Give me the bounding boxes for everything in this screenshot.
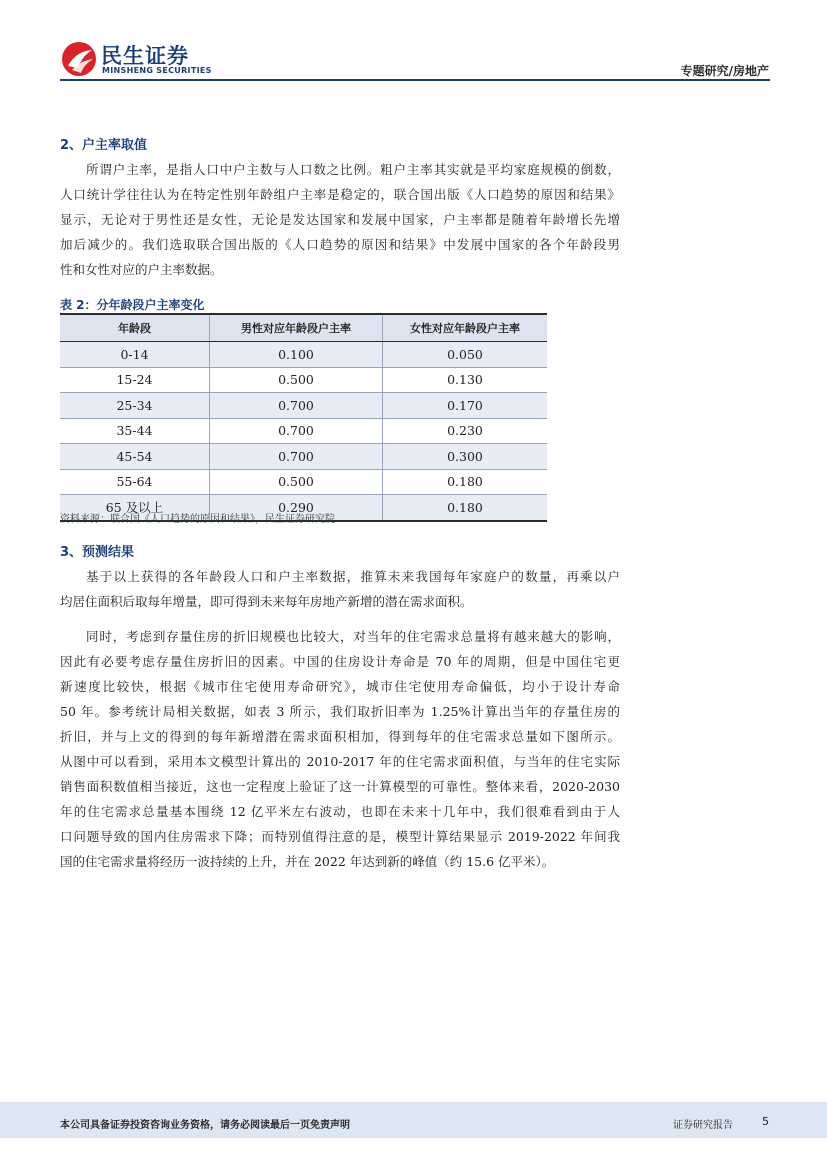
text-line: 新速度比较快，根据《城市住宅使用寿命研究》，城市住宅使用寿命偏低，均小于设计寿命 xyxy=(60,679,620,694)
text-line: 基于以上获得的各年龄段人口和户主率数据，推算未来我国每年家庭户的数量，再乘以户 xyxy=(86,569,620,584)
cell-female-rate: 0.130 xyxy=(383,367,548,393)
text-line: 折旧，并与上文的得到的每年新增潜在需求面积相加，得到每年的住宅需求总量如下图所示。 xyxy=(60,729,620,744)
text-line: 从图中可以看到，采用本文模型计算出的 2010-2017 年的住宅需求面积值，与当年的住宅实际 xyxy=(60,754,620,769)
text-line: 口问题导致的国内住房需求下降；而特别值得注意的是，模型计算结果显示 2019-2022 年间我 xyxy=(60,829,620,844)
brand-name-en: MINSHENG SECURITIES xyxy=(102,66,212,75)
cell-male-rate: 0.700 xyxy=(210,393,383,419)
table-row xyxy=(60,393,547,419)
brand-name-cn: 民生证券 xyxy=(101,44,189,68)
text-line: 年的住宅需求总量基本围绕 12 亿平米左右波动，也即在未来十几年中，我们很难看到由于人 xyxy=(60,804,620,819)
report-category: 专题研究/房地产 xyxy=(680,64,769,78)
table-header-row xyxy=(60,314,547,342)
footer-disclaimer: 本公司具备证券投资咨询业务资格，请务必阅读最后一页免责声明 xyxy=(60,1120,350,1131)
cell-female-rate: 0.180 xyxy=(383,495,548,521)
cell-age: 45-54 xyxy=(60,444,210,470)
table-row xyxy=(60,418,547,444)
table-row xyxy=(60,444,547,470)
section-title-household-rate: 2、户主率取值 xyxy=(60,138,148,153)
text-line: 加后减少的。我们选取联合国出版的《人口趋势的原因和结果》中发展中国家的各个年龄段男 xyxy=(60,237,620,252)
text-line: 性和女性对应的户主率数据。 xyxy=(60,262,223,277)
section3-paragraph-1 xyxy=(60,564,620,614)
table-row xyxy=(60,342,547,368)
text-line: 显示，无论对于男性还是女性，无论是发达国家和发展中国家，户主率都是随着年龄增长先增 xyxy=(60,212,620,227)
section2-paragraph xyxy=(60,157,620,282)
cell-female-rate: 0.230 xyxy=(383,418,548,444)
cell-female-rate: 0.170 xyxy=(383,393,548,419)
column-header-female: 女性对应年龄段户主率 xyxy=(383,314,548,342)
text-line: 销售面积数值相当接近，这也一定程度上验证了这一计算模型的可靠性。整体来看，2020-2030 xyxy=(60,779,620,794)
column-header-age: 年龄段 xyxy=(60,314,210,342)
section-title-forecast: 3、预测结果 xyxy=(60,545,135,560)
cell-age: 35-44 xyxy=(60,418,210,444)
text-line: 均居住面积后取每年增量，即可得到未来每年房地产新增的潜在需求面积。 xyxy=(60,594,473,609)
section3-paragraph-2 xyxy=(60,624,620,874)
footer-report-type: 证券研究报告 xyxy=(673,1120,733,1131)
table-row xyxy=(60,469,547,495)
table-row xyxy=(60,367,547,393)
text-line: 因此有必要考虑存量住房折旧的因素。中国的住房设计寿命是 70 年的周期，但是中国住宅更 xyxy=(60,654,620,669)
cell-male-rate: 0.290 xyxy=(210,495,383,521)
cell-male-rate: 0.500 xyxy=(210,367,383,393)
cell-age: 55-64 xyxy=(60,469,210,495)
cell-male-rate: 0.700 xyxy=(210,418,383,444)
cell-age: 15-24 xyxy=(60,367,210,393)
cell-male-rate: 0.500 xyxy=(210,469,383,495)
cell-male-rate: 0.700 xyxy=(210,444,383,470)
cell-male-rate: 0.100 xyxy=(210,342,383,368)
text-line: 人口统计学往往认为在特定性别年龄组户主率是稳定的，联合国出版《人口趋势的原因和结果》 xyxy=(60,187,620,202)
cell-age: 0-14 xyxy=(60,342,210,368)
table-title: 表 2：分年龄段户主率变化 xyxy=(60,298,205,312)
cell-age: 65 及以上 xyxy=(60,495,210,521)
cell-female-rate: 0.180 xyxy=(383,469,548,495)
table-source-note: 资料来源：联合国《人口趋势的原因和结果》，民生证券研究院 xyxy=(60,514,335,525)
text-line: 所谓户主率，是指人口中户主数与人口数之比例。粗户主率其实就是平均家庭规模的倒数， xyxy=(86,162,620,177)
cell-female-rate: 0.300 xyxy=(383,444,548,470)
header-divider xyxy=(60,79,770,81)
text-line: 50 年。参考统计局相关数据，如表 3 所示，我们取折旧率为 1.25%计算出当年的存量住房的 xyxy=(60,704,620,719)
cell-female-rate: 0.050 xyxy=(383,342,548,368)
text-line: 同时，考虑到存量住房的折旧规模也比较大，对当年的住宅需求总量将有越来越大的影响， xyxy=(86,629,620,644)
text-line: 国的住宅需求量将经历一波持续的上升，并在 2022 年达到新的峰值（约 15.6 亿平米）。 xyxy=(60,854,555,869)
page-number: 5 xyxy=(762,1115,769,1128)
cell-age: 25-34 xyxy=(60,393,210,419)
household-rate-table xyxy=(60,313,547,522)
column-header-male: 男性对应年龄段户主率 xyxy=(210,314,383,342)
